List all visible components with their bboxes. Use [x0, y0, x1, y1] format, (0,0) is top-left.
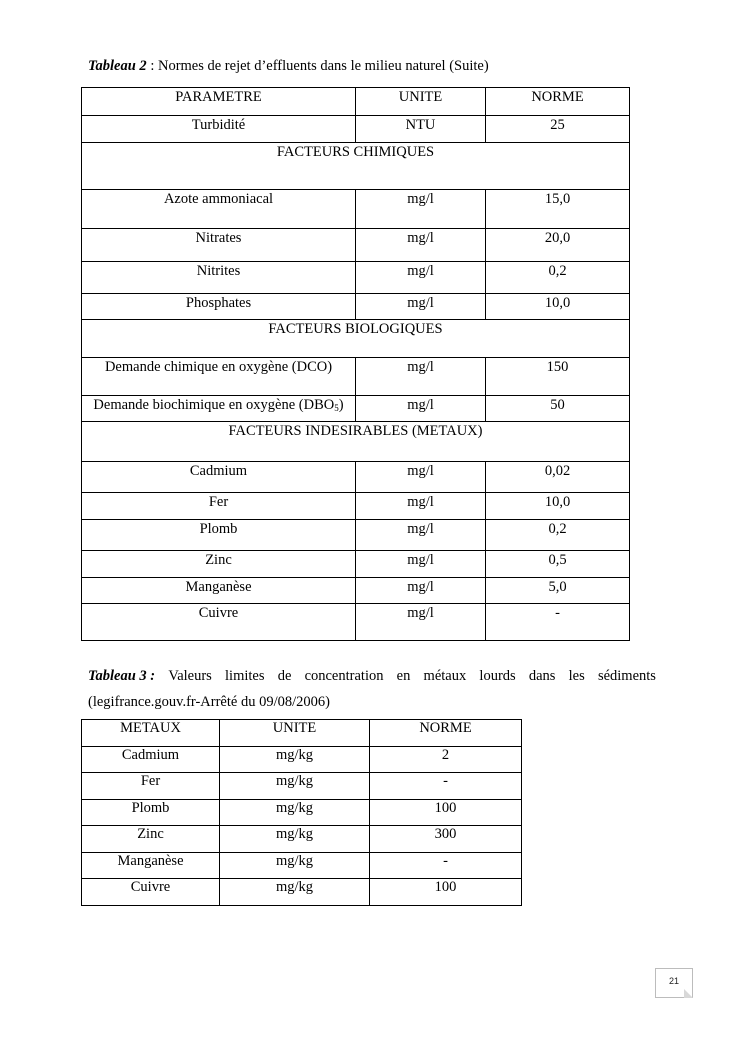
- page-number-label: 21: [668, 976, 679, 986]
- cell-parametre: Zinc: [205, 552, 232, 568]
- cell-parametre: Phosphates: [185, 295, 252, 311]
- cell-parametre: Plomb: [199, 521, 238, 537]
- table-row: [82, 358, 630, 396]
- cell-metal: Manganèse: [117, 853, 184, 869]
- table2-caption-label: Tableau 2: [88, 58, 147, 74]
- cell-parametre: Azote ammoniacal: [163, 191, 274, 207]
- cell-unite: mg/kg: [275, 773, 314, 789]
- cell-norme: 100: [434, 800, 457, 816]
- cell-norme: -: [443, 773, 448, 789]
- header-norme: NORME: [531, 89, 584, 105]
- table-row: [82, 604, 630, 641]
- cell-unite: mg/l: [407, 463, 434, 479]
- caption-word: Valeurs: [168, 668, 212, 684]
- cell-parametre: [82, 396, 355, 414]
- cell-norme: 0,02: [544, 463, 571, 479]
- cell-unite: mg/l: [407, 191, 434, 207]
- table3-caption-label: Tableau 3 :: [88, 668, 156, 684]
- cell-norme: 25: [550, 117, 565, 133]
- table-row: [82, 294, 630, 320]
- table2: [81, 87, 630, 641]
- page-number: [655, 968, 693, 998]
- cell-norme: 10,0: [544, 494, 571, 510]
- cell-parametre: Nitrates: [195, 230, 242, 246]
- cell-unite: mg/l: [407, 295, 434, 311]
- cell-unite: mg/l: [407, 263, 434, 279]
- table-row: [82, 520, 630, 551]
- table-row: [82, 493, 630, 520]
- section-title: FACTEURS BIOLOGIQUES: [268, 321, 443, 337]
- table-row: [82, 262, 630, 294]
- table-row: [82, 747, 522, 773]
- table3: [81, 719, 522, 906]
- dbo-subscript: 5: [334, 403, 339, 413]
- cell-unite: mg/l: [407, 230, 434, 246]
- cell-parametre: Demande chimique en oxygène (DCO): [104, 359, 333, 375]
- cell-norme: 300: [434, 826, 457, 842]
- cell-metal: Fer: [140, 773, 161, 789]
- header-norme: NORME: [419, 720, 472, 736]
- cell-unite: mg/l: [407, 359, 434, 375]
- table-row: [82, 116, 630, 143]
- cell-norme: 5,0: [548, 579, 567, 595]
- cell-unite: mg/l: [407, 397, 434, 413]
- cell-norme: 20,0: [544, 230, 571, 246]
- cell-unite: NTU: [405, 117, 436, 133]
- cell-metal: Plomb: [131, 800, 170, 816]
- caption-word: concentration: [304, 668, 384, 684]
- table-row: [82, 190, 630, 229]
- table-header-row: [82, 88, 630, 116]
- cell-norme: 0,5: [548, 552, 567, 568]
- caption-word: métaux: [423, 668, 467, 684]
- cell-norme: 50: [550, 397, 565, 413]
- table-row: [82, 578, 630, 604]
- cell-metal: Zinc: [137, 826, 164, 842]
- cell-norme: 0,2: [548, 521, 567, 537]
- cell-parametre: Turbidité: [191, 117, 246, 133]
- caption-word: les: [568, 668, 585, 684]
- section-row: [82, 143, 630, 190]
- cell-norme: 0,2: [548, 263, 567, 279]
- cell-unite: mg/l: [407, 579, 434, 595]
- dbo-suffix: ): [338, 397, 344, 413]
- header-unite: UNITE: [398, 89, 443, 105]
- caption-word: de: [277, 668, 292, 684]
- table3-caption: [88, 668, 656, 685]
- cell-parametre: Manganèse: [185, 579, 252, 595]
- table-row: [82, 853, 522, 879]
- section-row: [82, 422, 630, 462]
- header-parametre: PARAMETRE: [175, 89, 262, 105]
- cell-parametre: Cuivre: [198, 605, 239, 621]
- cell-unite: mg/l: [407, 494, 434, 510]
- cell-unite: mg/l: [407, 605, 434, 621]
- cell-norme: -: [555, 605, 560, 621]
- section-row: [82, 320, 630, 358]
- cell-unite: mg/kg: [275, 826, 314, 842]
- cell-norme: -: [443, 853, 448, 869]
- cell-metal: Cuivre: [130, 879, 171, 895]
- dbo-label: Demande biochimique en oxygène (DBO: [93, 397, 335, 413]
- table-row: [82, 773, 522, 800]
- caption-word: limites: [225, 668, 265, 684]
- header-metaux: METAUX: [120, 720, 181, 736]
- table3-caption-source: (legifrance.gouv.fr-Arrêté du 09/08/2006): [88, 694, 330, 710]
- table-header-row: [82, 720, 522, 747]
- cell-norme: 10,0: [544, 295, 571, 311]
- cell-unite: mg/kg: [275, 879, 314, 895]
- cell-unite: mg/l: [407, 552, 434, 568]
- cell-norme: 150: [546, 359, 569, 375]
- section-title: FACTEURS INDESIRABLES (METAUX): [228, 423, 483, 439]
- cell-norme: 100: [434, 879, 457, 895]
- cell-norme: 2: [441, 747, 450, 763]
- table-row: [82, 879, 522, 906]
- caption-word: dans: [528, 668, 556, 684]
- cell-parametre: Fer: [208, 494, 229, 510]
- table-row: [82, 551, 630, 578]
- cell-parametre: Cadmium: [189, 463, 248, 479]
- header-unite: UNITE: [272, 720, 317, 736]
- table-row: [82, 800, 522, 826]
- table2-caption: [88, 58, 489, 75]
- caption-word: lourds: [479, 668, 516, 684]
- caption-word: en: [396, 668, 411, 684]
- page-curl-icon: [684, 989, 693, 998]
- cell-unite: mg/l: [407, 521, 434, 537]
- cell-norme: 15,0: [544, 191, 571, 207]
- table-row: [82, 462, 630, 493]
- table-row: [82, 396, 630, 422]
- cell-unite: mg/kg: [275, 800, 314, 816]
- table-row: [82, 826, 522, 853]
- cell-parametre: Nitrites: [196, 263, 241, 279]
- cell-unite: mg/kg: [275, 853, 314, 869]
- section-title: FACTEURS CHIMIQUES: [276, 144, 435, 160]
- caption-word: sédiments: [597, 668, 656, 684]
- cell-metal: Cadmium: [121, 747, 180, 763]
- cell-unite: mg/kg: [275, 747, 314, 763]
- table-row: [82, 229, 630, 262]
- table2-caption-text: : Normes de rejet d’effluents dans le milieu naturel (Suite): [146, 58, 489, 74]
